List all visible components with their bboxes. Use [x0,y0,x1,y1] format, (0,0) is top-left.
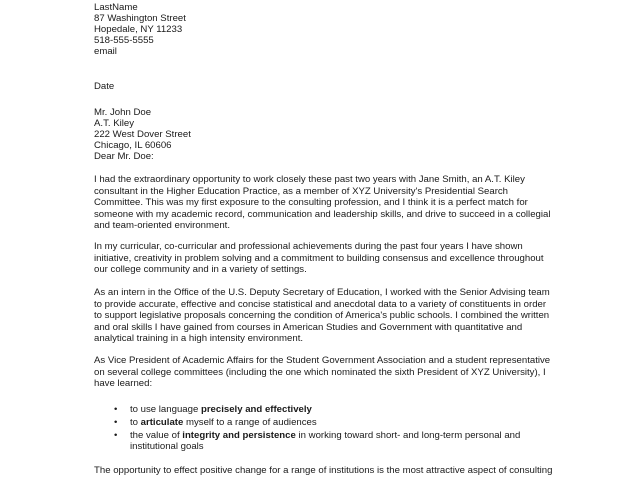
paragraph-line: to provide accurate, effective and concise statistical and anecdotal data to a variety of constituents in order [94,298,547,310]
bullet-marker: • [114,404,118,415]
paragraph-line: Committee. This was my first exposure to the consulting profession, and I think it is a perfect match for [94,197,528,208]
paragraph-line: As an intern in the Office of the U.S. Deputy Secretary of Education, I worked with the Senior Advising team [94,287,550,298]
paragraph-1 [94,174,564,232]
recipient-street: 222 West Dover Street [94,129,191,140]
bullet-text-plain: myself to a range of audiences [183,417,317,428]
paragraph-line: and oral skills I have gained from courses in American Studies and Government with quantitative and [94,321,523,333]
paragraph-line: analytical training in a high intensity environment. [94,333,304,344]
bullet-item [114,417,317,429]
sender-phone: 518-555-5555 [94,35,154,46]
bullet-text-plain: the value of [130,430,183,441]
paragraph-line: on several college committees (including the one which nominated the sixth President of XYZ University), I [94,366,546,378]
bullet-text-plain: to use language [130,404,201,415]
bullet-continuation: institutional goals [130,441,204,452]
bullet-text [130,404,312,416]
paragraph-2 [94,241,564,276]
salutation: Dear Mr. Doe: [94,151,154,162]
bullet-text-plain: in working toward short- and long-term personal and [295,430,521,441]
paragraph-line: initiative, creativity in problem solving and a commitment to building consensus and excellence throughout [94,252,544,264]
bullet-item [114,404,312,416]
sender-city: Hopedale, NY 11233 [94,24,183,35]
sender-email: email [94,46,117,57]
bullet-text [130,417,317,429]
paragraph-line: have learned: [94,378,153,389]
paragraph-line: I had the extraordinary opportunity to work closely these past two years with Jane Smith, an A.T. Kiley [94,174,525,185]
sender-name: LastName [94,2,138,13]
bullet-text-bold: precisely and effectively [200,404,312,415]
paragraph-line: our college community and in a variety of settings. [94,264,307,275]
recipient-name: Mr. John Doe [94,107,152,118]
bullet-text [130,430,520,442]
paragraph-line: As Vice President of Academic Affairs for the Student Government Association and a student representative [94,355,551,366]
paragraph-5 [94,465,564,477]
paragraph-line: consultant in the Higher Education Practice, as a member of XYZ University's Presidential Search [94,185,509,197]
sender-street: 87 Washington Street [94,13,186,24]
recipient-company: A.T. Kiley [94,118,134,129]
letter-date: Date [94,81,115,92]
paragraph-line: and team-oriented environment. [94,220,230,231]
paragraph-line: someone with my academic record, communication and leadership skills, and drive to succeed in a collegial [94,208,551,220]
paragraph-3 [94,287,564,345]
bullet-text-plain: to [130,417,141,428]
paragraph-4 [94,355,564,390]
bullet-text-bold: articulate [140,417,184,428]
bullet-text-bold: integrity and persistence [182,430,296,441]
paragraph-line: In my curricular, co-curricular and professional achievements during the past four years I have shown [94,241,523,252]
recipient-city: Chicago, IL 60606 [94,140,172,151]
bullet-item [114,430,520,442]
bullet-marker: • [114,417,118,428]
bullet-marker: • [114,430,118,441]
paragraph-line: to support legislative proposals concerning the condition of America's public schools. I combined the written [94,310,550,321]
paragraph-line: The opportunity to effect positive change for a range of institutions is the most attractive aspect of consulting [94,465,553,476]
